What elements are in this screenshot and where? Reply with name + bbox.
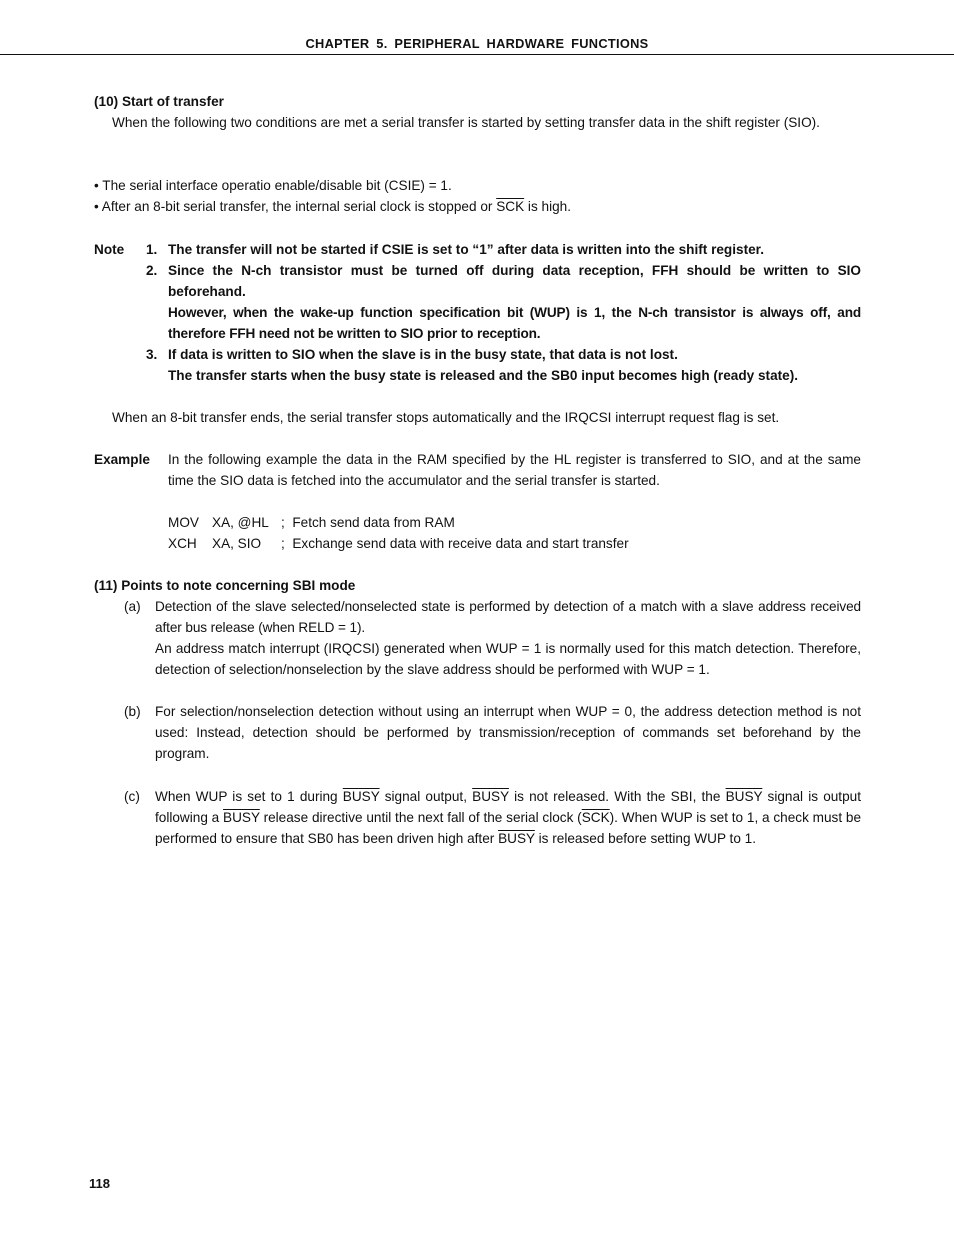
- note-label: Note: [94, 242, 125, 257]
- condition-bullet-2: [94, 196, 571, 217]
- item-c-part-1: When WUP is set to 1 during: [155, 789, 343, 804]
- sck-signal: $\overline{SCK}$: [581, 810, 610, 825]
- bullet-2-text: • After an 8-bit serial transfer, the internal serial clock is stopped or: [94, 199, 497, 214]
- chapter-header: CHAPTER 5. PERIPHERAL HARDWARE FUNCTIONS: [305, 36, 649, 51]
- note-2-exception: However, when the wake-up function specification bit (WUP) is 1, the N-ch transistor is always off, and therefore FFH need not be written to SIO prior to reception.: [168, 305, 861, 341]
- item-a-detail: An address match interrupt (IRQCSI) generated when WUP = 1 is normally used for this match detection. Therefore, detection of selection/nonselection by the slave address should be performed with WUP = 1.: [155, 641, 861, 677]
- item-c-part-2: signal output,: [379, 789, 473, 804]
- item-a-text: Detection of the slave selected/nonselected state is performed by detection of a match with a slave address received after bus release (when RELD = 1).: [155, 599, 861, 635]
- sck-signal: $\overline{SCK}$: [496, 199, 525, 214]
- note-1-number: 1.: [146, 242, 158, 257]
- busy-signal: BUSY: [342, 789, 380, 804]
- section-11-heading: (11) Points to note concerning SBI mode: [94, 578, 356, 593]
- item-c-text: [155, 786, 861, 849]
- note-3-detail: The transfer starts when the busy state is released and the SB0 input becomes high (ready state).: [168, 368, 799, 383]
- section-10-heading: (10) Start of transfer: [94, 94, 224, 109]
- example-label: Example: [94, 452, 150, 467]
- code-2-operands: XA, SIO: [212, 536, 262, 551]
- note-3-text: If data is written to SIO when the slave is in the busy state, that data is not lost.: [168, 347, 678, 362]
- code-2-comment: ; Exchange send data with receive data and start transfer: [281, 536, 629, 551]
- item-c-part-4: signal is output following a: [155, 789, 861, 825]
- item-c-label: (c): [124, 789, 140, 804]
- transfer-end-paragraph: When an 8-bit transfer ends, the serial transfer stops automatically and the IRQCSI interrupt request flag is set.: [112, 410, 780, 425]
- condition-bullet-1: • The serial interface operatio enable/disable bit (CSIE) = 1.: [94, 178, 452, 193]
- code-line-1: [168, 512, 455, 533]
- section-10-intro: When the following two conditions are met a serial transfer is started by setting transfer data in the shift register (SIO).: [112, 115, 820, 130]
- item-c-part-5: release directive until the next fall of the serial clock (: [259, 810, 582, 825]
- busy-signal: BUSY: [223, 810, 260, 825]
- item-c-part-3: is not released. With the SBI, the: [508, 789, 726, 804]
- code-1-operands: XA, @HL: [212, 515, 269, 530]
- item-c-part-7: is released before setting WUP to 1.: [534, 831, 756, 846]
- busy-signal: BUSY: [472, 789, 509, 804]
- note-2-text: Since the N-ch transistor must be turned off during data reception, FFH should be written to SIO beforehand.: [168, 263, 861, 299]
- page-number: 118: [89, 1176, 110, 1191]
- header-rule: [0, 54, 954, 55]
- busy-signal: BUSY: [498, 831, 535, 846]
- example-text: In the following example the data in the RAM specified by the HL register is transferred to SIO, and at the same time the SIO data is fetched into the accumulator and the serial transfer is started.: [168, 452, 861, 488]
- code-1-opcode: MOV: [168, 515, 199, 530]
- item-a-label: (a): [124, 599, 141, 614]
- note-1-text: The transfer will not be started if CSIE is set to “1” after data is written into the shift register.: [168, 242, 764, 257]
- code-2-opcode: XCH: [168, 536, 197, 551]
- code-1-comment: ; Fetch send data from RAM: [281, 515, 455, 530]
- note-3-number: 3.: [146, 347, 158, 362]
- item-b-label: (b): [124, 704, 141, 719]
- code-line-2: [168, 533, 629, 554]
- item-b-text: For selection/nonselection detection without using an interrupt when WUP = 0, the address detection method is not used: Instead, detection should be performed by transmission/reception of commands set beforehand by the program.: [155, 704, 861, 761]
- busy-signal: BUSY: [725, 789, 763, 804]
- item-c-part-6: ). When WUP is set to 1, a check must be performed to ensure that SB0 has been driven high after: [155, 810, 862, 846]
- bullet-2-tail: is high.: [524, 199, 572, 214]
- note-2-number: 2.: [146, 263, 158, 278]
